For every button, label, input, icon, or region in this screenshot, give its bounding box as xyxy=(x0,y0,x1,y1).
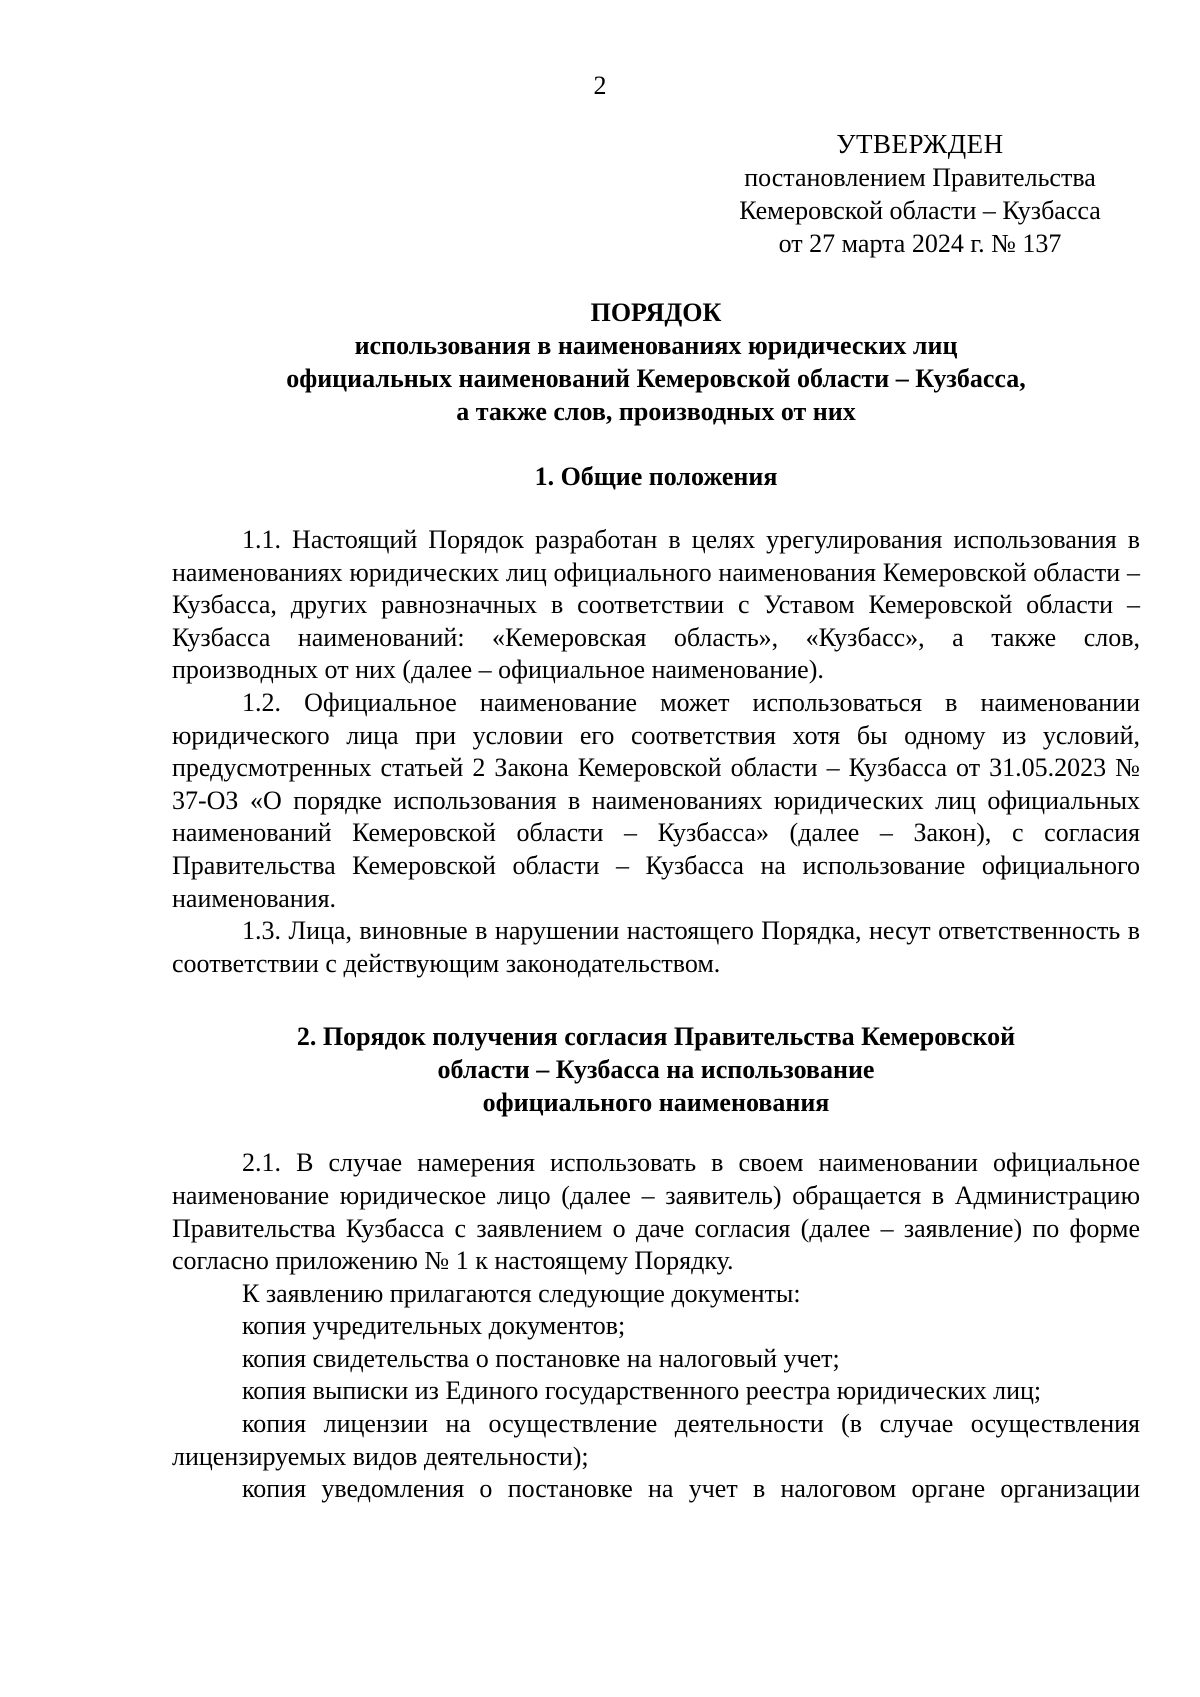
heading-line: официального наименования xyxy=(482,1088,830,1118)
title-line: ПОРЯДОК xyxy=(590,298,722,327)
paragraph: 1.3. Лица, виновные в нарушении настоящего Порядка, несут ответственность в соответствии с действующим законодательством. xyxy=(172,916,1140,978)
paragraph: 2.1. В случае намерения использовать в своем наименовании официальное наименование юридическое лицо (далее – заявитель) обращается в Администрацию Правительства Кузбасса с заявлением о даче согласия (далее – заявление) по форме согласно приложению № 1 к настоящему Порядку. xyxy=(172,1148,1140,1276)
list-item: копия выписки из Единого государственного реестра юридических лиц; xyxy=(242,1376,1042,1406)
heading-line: 2. Порядок получения согласия Правительства Кемеровской xyxy=(296,1022,1016,1052)
heading-line: области – Кузбасса на использование xyxy=(437,1055,875,1085)
document-body xyxy=(172,296,1140,1506)
paragraph: 1.2. Официальное наименование может использоваться в наименовании юридического лица при условии его соответствия хотя бы одному из условий, предусмотренных статьей 2 Закона Кемеровской области – Кузбасса от 31.05.2023 № 37-ОЗ «О порядке использования в наименованиях юридических лиц официальных наименований Кемеровской области – Кузбасса» (далее – Закон), с согласия Правительства Кемеровской области – Кузбасса на использование официального наименования. xyxy=(172,687,1140,913)
list-item: копия уведомления о постановке на учет в налоговом органе организации xyxy=(242,1474,1140,1504)
list-item: копия учредительных документов; xyxy=(242,1311,626,1341)
list-item: копия свидетельства о постановке на налоговый учет; xyxy=(242,1343,840,1373)
approval-title: УТВЕРЖДЕН xyxy=(836,129,1004,159)
paragraph: 1.1. Настоящий Порядок разработан в целях урегулирования использования в наименованиях юридических лиц официального наименования Кемеровской области – Кузбасса, других равнозначных в соответствии с Уставом Кемеровской области – Кузбасса наименований: «Кемеровская область», «Кузбасс», а также слов, производных от них (далее – официальное наименование). xyxy=(172,525,1140,685)
approval-date: от 27 марта 2024 г. № 137 xyxy=(778,229,1062,258)
section-heading xyxy=(172,1020,1140,1119)
title-line: использования в наименованиях юридических лиц xyxy=(354,331,958,360)
page-number: 2 xyxy=(593,71,607,100)
section-heading: 1. Общие положения xyxy=(534,462,778,491)
approval-stamp xyxy=(700,128,1140,260)
title-line: официальных наименований Кемеровской области – Кузбасса, xyxy=(286,364,1026,393)
approval-line: Кемеровской области – Кузбасса xyxy=(739,196,1101,225)
title-line: а также слов, производных от них xyxy=(456,397,856,426)
approval-line: постановлением Правительства xyxy=(744,163,1096,192)
paragraph: К заявлению прилагаются следующие документы: xyxy=(242,1278,801,1308)
list-item: копия лицензии на осуществление деятельности (в случае осуществления лицензируемых видов деятельности); xyxy=(172,1409,1140,1471)
document-title xyxy=(172,296,1140,428)
